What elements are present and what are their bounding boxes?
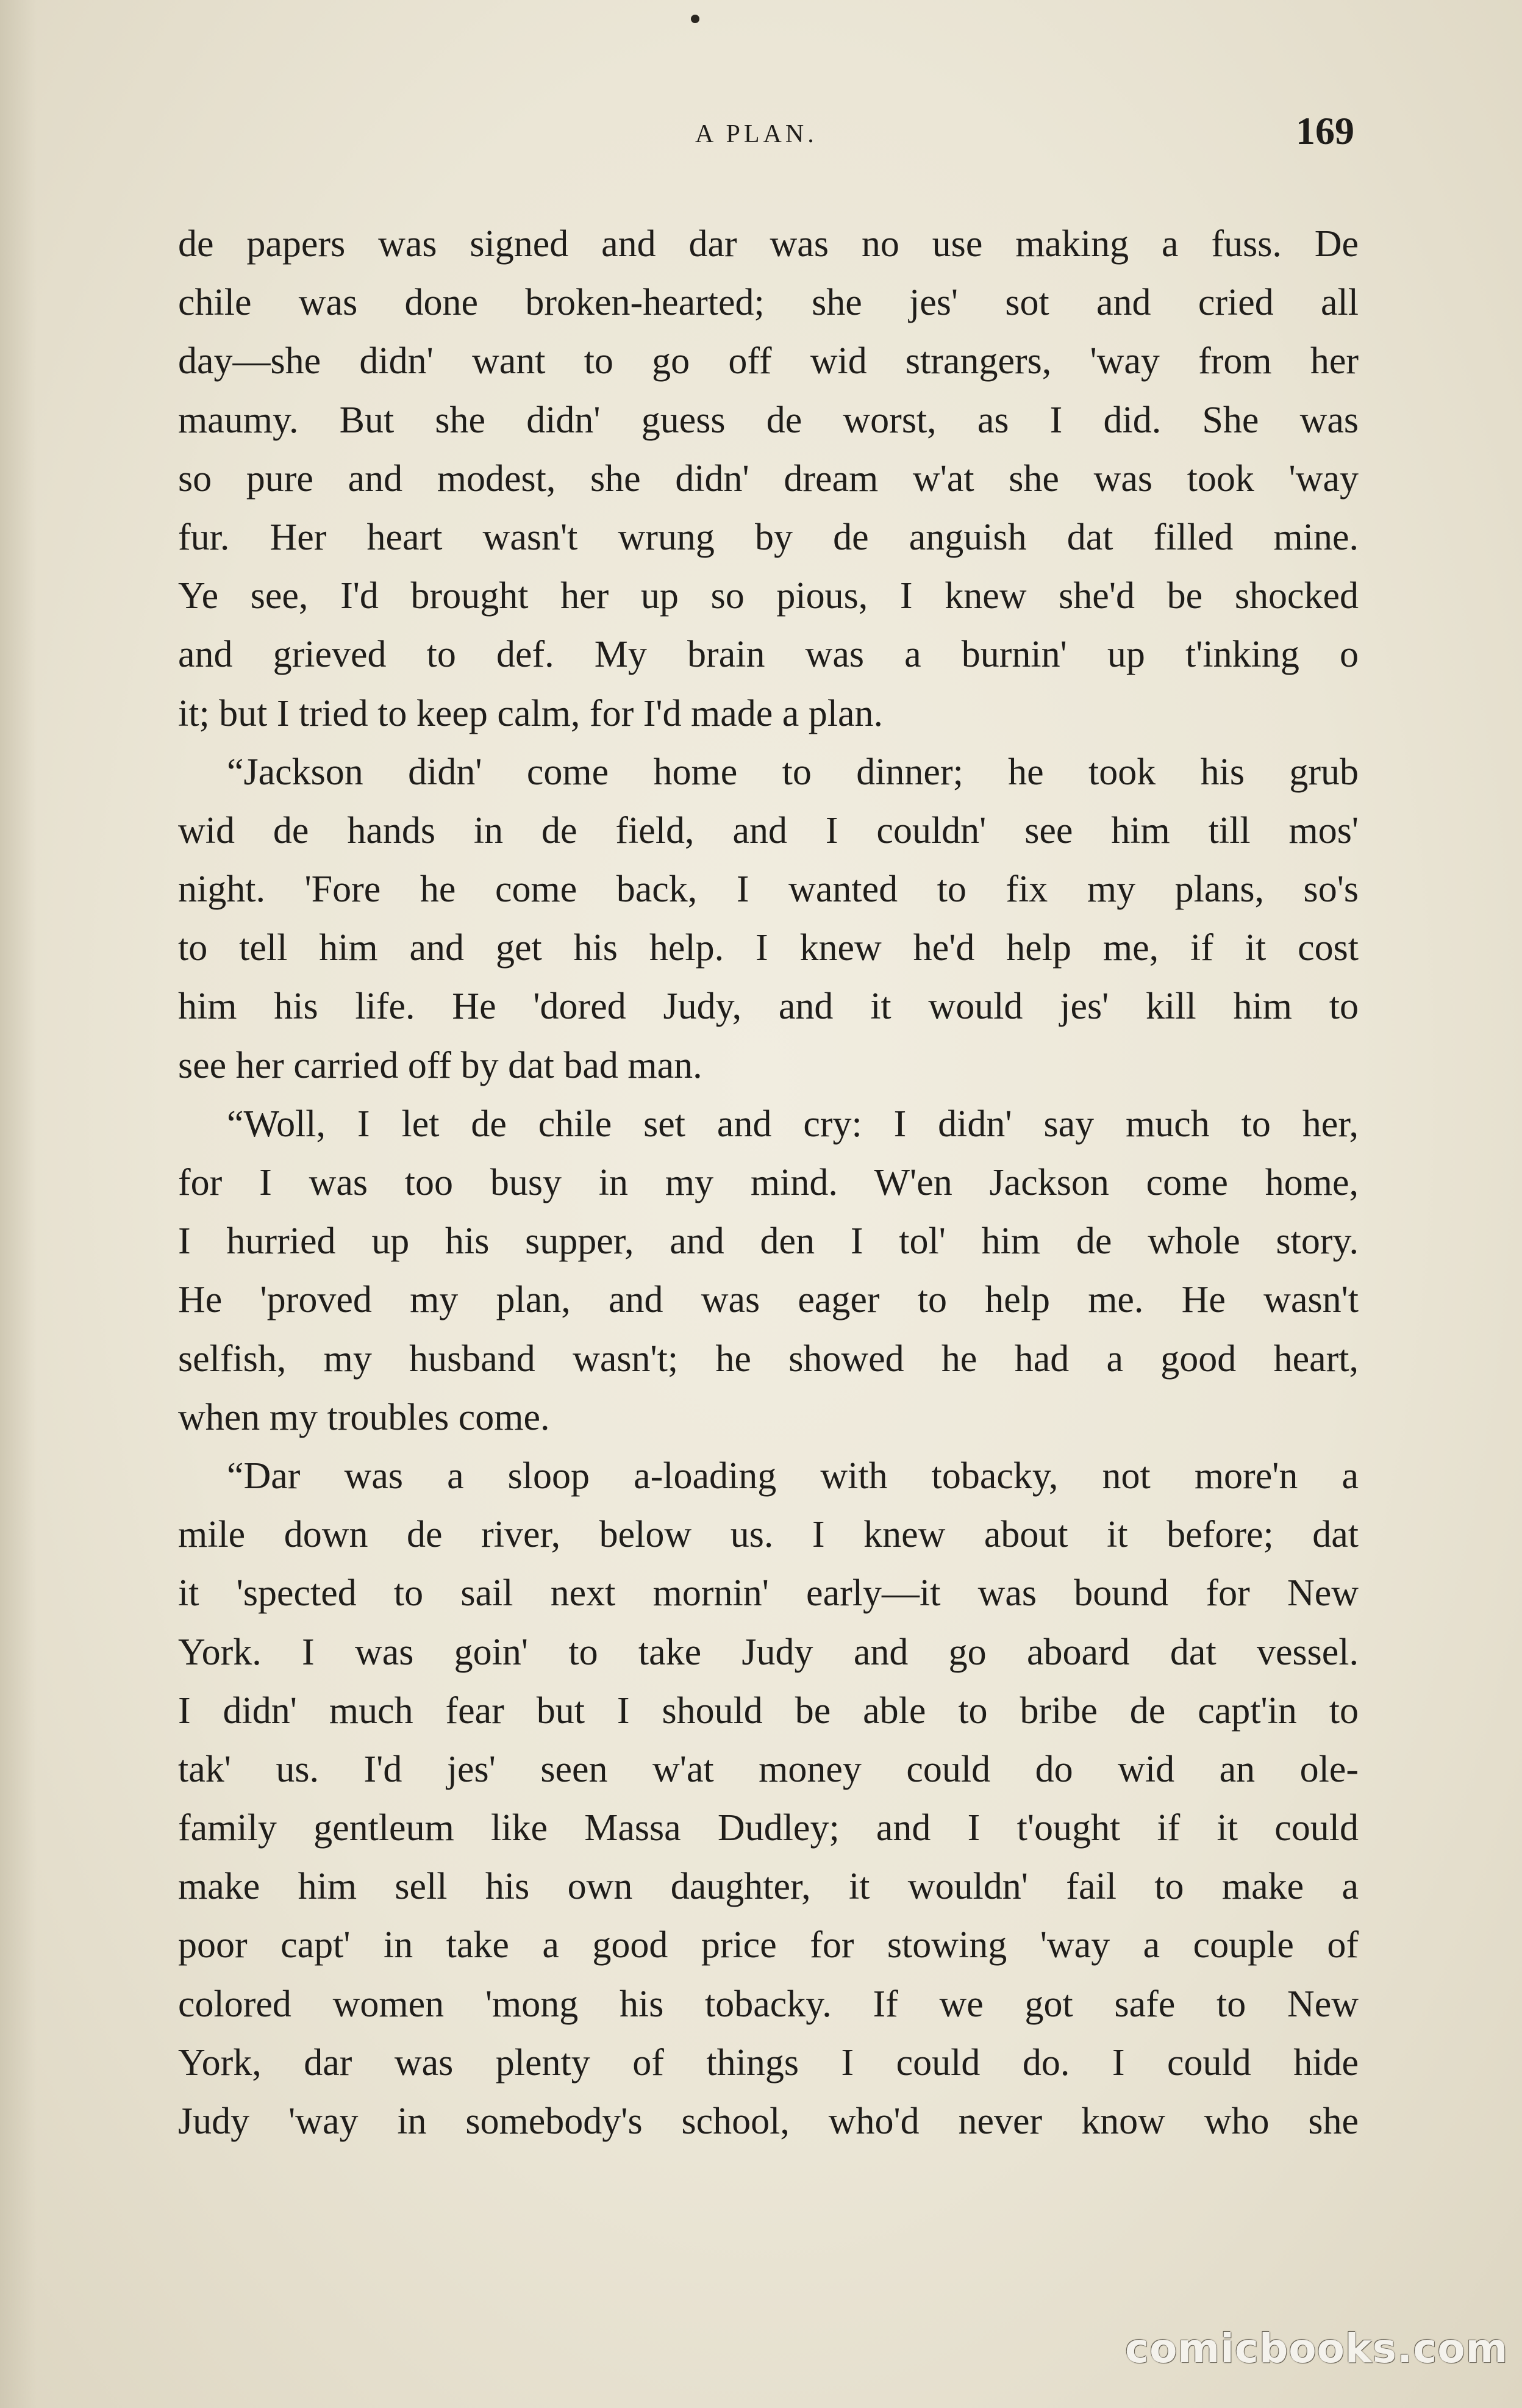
text-line: him his life. He 'dored Judy, and it would jes' kill him to: [178, 986, 1359, 1028]
page-header: [0, 109, 1522, 163]
text-line: family gentleum like Massa Dudley; and I t'ought if it could: [178, 1807, 1359, 1849]
text-line: de papers was signed and dar was no use making a fuss. De: [178, 223, 1359, 265]
text-line: chile was done broken-hearted; she jes' sot and cried all: [178, 282, 1359, 324]
text-line: Judy 'way in somebody's school, who'd never know who she: [178, 2101, 1359, 2142]
text-line: for I was too busy in my mind. W'en Jackson come home,: [178, 1162, 1359, 1203]
text-line: maumy. But she didn' guess de worst, as I did. She was: [178, 399, 1359, 441]
text-line: “Dar was a sloop a-loading with tobacky, not more'n a: [227, 1455, 1359, 1497]
text-line: Ye see, I'd brought her up so pious, I knew she'd be shocked: [178, 575, 1359, 617]
text-line: He 'proved my plan, and was eager to help me. He wasn't: [178, 1279, 1359, 1321]
ink-speck: [691, 15, 699, 23]
text-line: York, dar was plenty of things I could do. I could hide: [178, 2041, 1359, 2084]
text-line: night. 'Fore he come back, I wanted to fix my plans, so's: [178, 869, 1359, 911]
text-line: York. I was goin' to take Judy and go aboard dat vessel.: [178, 1631, 1359, 1673]
text-line: selfish, my husband wasn't; he showed he had a good heart,: [178, 1338, 1359, 1380]
text-line: it; but I tried to keep calm, for I'd made a plan.: [178, 692, 884, 734]
text-line: so pure and modest, she didn' dream w'at she was took 'way: [178, 457, 1359, 500]
text-line: day—she didn' want to go off wid strangers, 'way from her: [178, 340, 1359, 382]
page-number: 169: [1296, 109, 1354, 152]
text-line: “Woll, I let de chile set and cry: I didn' say much to her,: [227, 1103, 1359, 1145]
text-line: tak' us. I'd jes' seen w'at money could do wid an ole-: [178, 1748, 1359, 1790]
text-line: make him sell his own daughter, it wouldn' fail to make a: [178, 1866, 1359, 1908]
page-shadow-edge: [0, 0, 37, 2408]
text-line: wid de hands in de field, and I couldn' see him till mos': [178, 809, 1359, 851]
text-line: when my troubles come.: [178, 1396, 550, 1438]
body-text: [178, 215, 1359, 2151]
text-line: poor capt' in take a good price for stowing 'way a couple of: [178, 1924, 1359, 1966]
text-line: mile down de river, below us. I knew about it before; dat: [178, 1514, 1359, 1556]
watermark: comicbooks.com: [1125, 2325, 1509, 2372]
text-line: fur. Her heart wasn't wrung by de anguish dat filled mine.: [178, 516, 1359, 558]
text-line: see her carried off by dat bad man.: [178, 1044, 702, 1086]
text-line: it 'spected to sail next mornin' early—it was bound for New: [178, 1572, 1359, 1614]
text-line: I hurried up his supper, and den I tol' him de whole story.: [178, 1220, 1359, 1263]
text-line: colored women 'mong his tobacky. If we got safe to New: [178, 1983, 1359, 2025]
running-head: A PLAN.: [695, 120, 818, 148]
text-line: I didn' much fear but I should be able to bribe de capt'in to: [178, 1690, 1359, 1732]
text-line: “Jackson didn' come home to dinner; he took his grub: [227, 751, 1359, 793]
text-line: to tell him and get his help. I knew he'd help me, if it cost: [178, 927, 1359, 969]
text-line: and grieved to def. My brain was a burnin' up t'inking o: [178, 634, 1359, 676]
